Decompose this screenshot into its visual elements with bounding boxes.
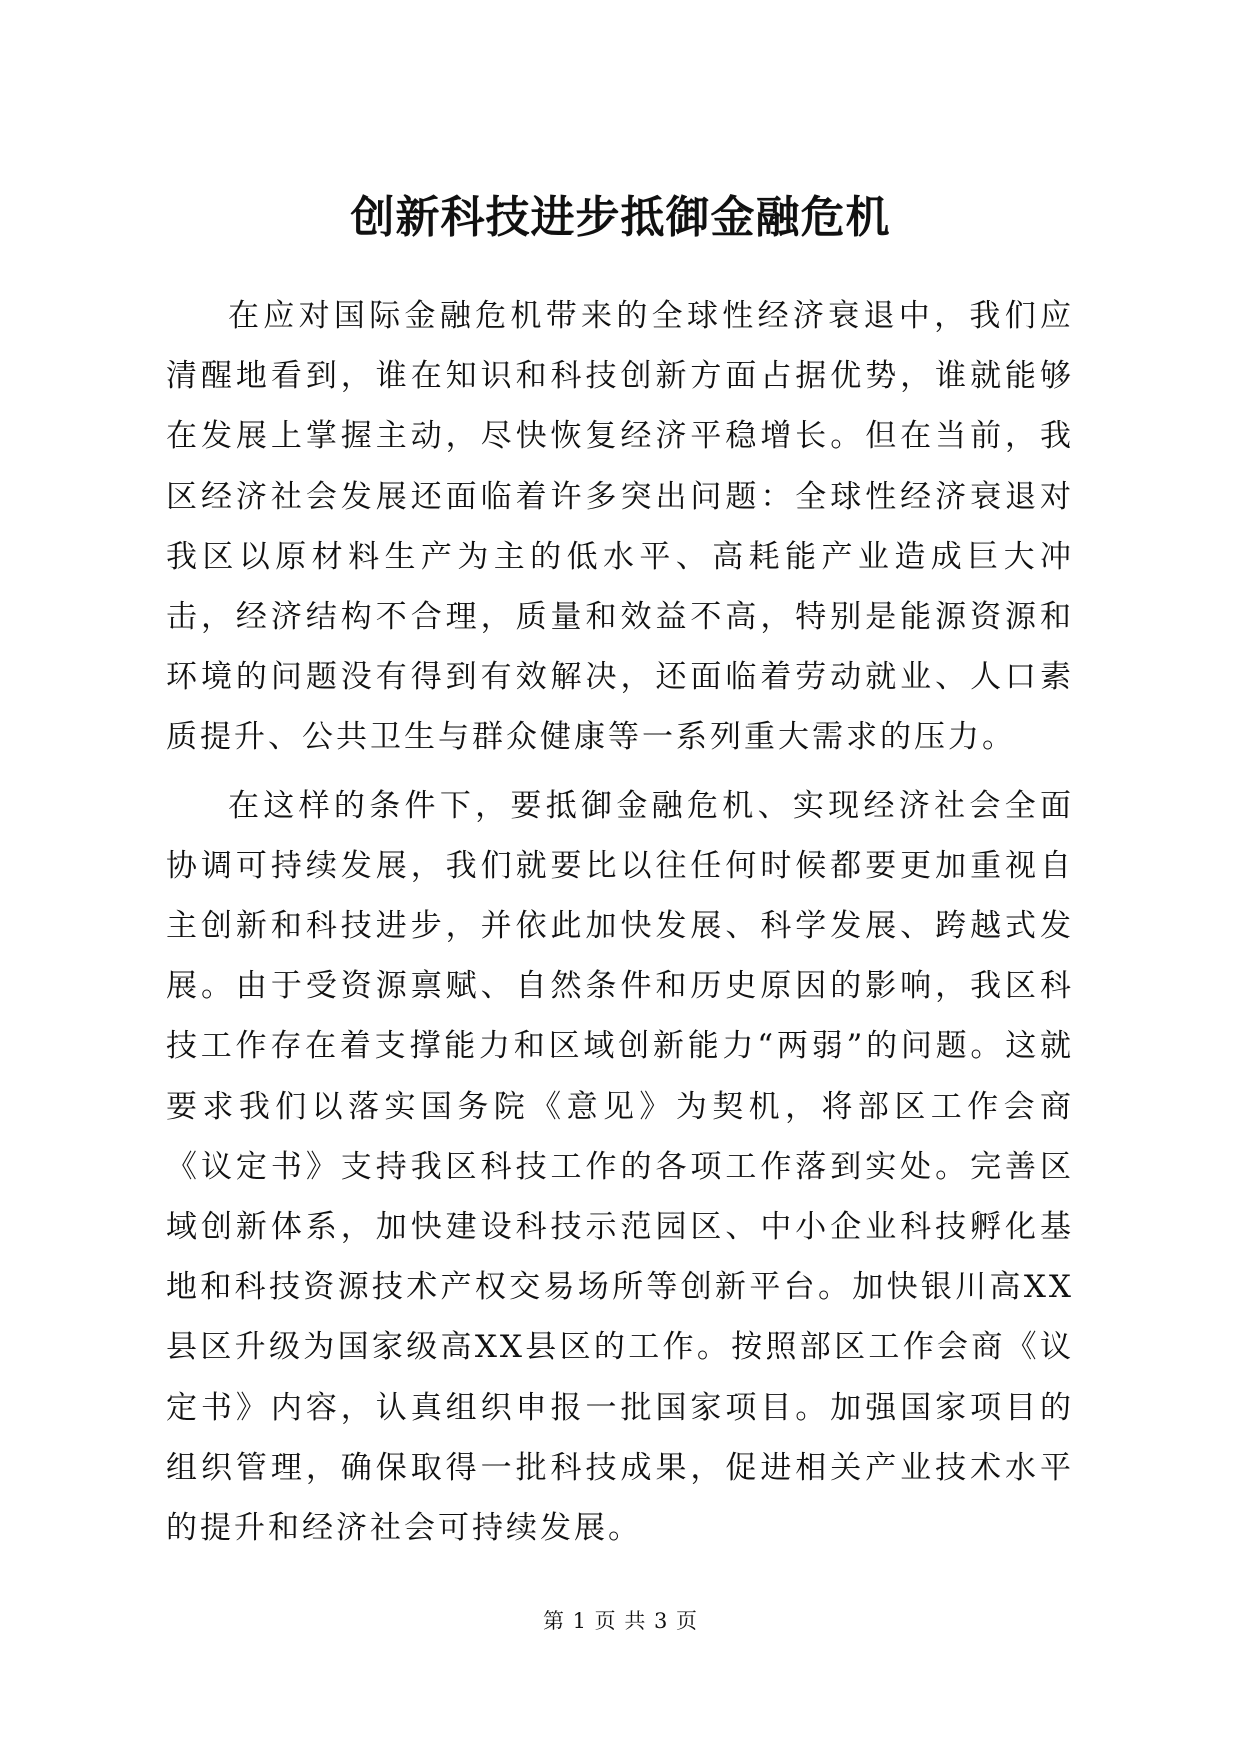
document-title: 创新科技进步抵御金融危机 [350, 192, 891, 243]
page-number-footer: 第 1 页 共 3 页 [542, 1609, 699, 1633]
document-body [166, 286, 1074, 1558]
paragraph-1: 在应对国际金融危机带来的全球性经济衰退中，我们应清醒地看到，谁在知识和科技创新方面占据优势，谁就能够在发展上掌握主动，尽快恢复经济平稳增长。但在当前，我区经济社会发展还面临着许多突出问题：全球性经济衰退对我区以原材料生产为主的低水平、高耗能产业造成巨大冲击，经济结构不合理，质量和效益不高，特别是能源资源和环境的问题没有得到有效解决，还面临着劳动就业、人口素质提升、公共卫生与群众健康等一系列重大需求的压力。 [166, 298, 1074, 756]
paragraph-2: 在这样的条件下，要抵御金融危机、实现经济社会全面协调可持续发展，我们就要比以往任何时候都要更加重视自主创新和科技进步，并依此加快发展、科学发展、跨越式发展。由于受资源禀赋、自然条件和历史原因的影响，我区科技工作存在着支撑能力和区域创新能力“两弱”的问题。这就要求我们以落实国务院《意见》为契机，将部区工作会商《议定书》支持我区科技工作的各项工作落到实处。完善区域创新体系，加快建设科技示范园区、中小企业科技孵化基地和科技资源技术产权交易场所等创新平台。加快银川高XX县区升级为国家级高XX县区的工作。按照部区工作会商《议定书》内容，认真组织申报一批国家项目。加强国家项目的组织管理，确保取得一批科技成果，促进相关产业技术水平的提升和经济社会可持续发展。 [166, 787, 1074, 1547]
